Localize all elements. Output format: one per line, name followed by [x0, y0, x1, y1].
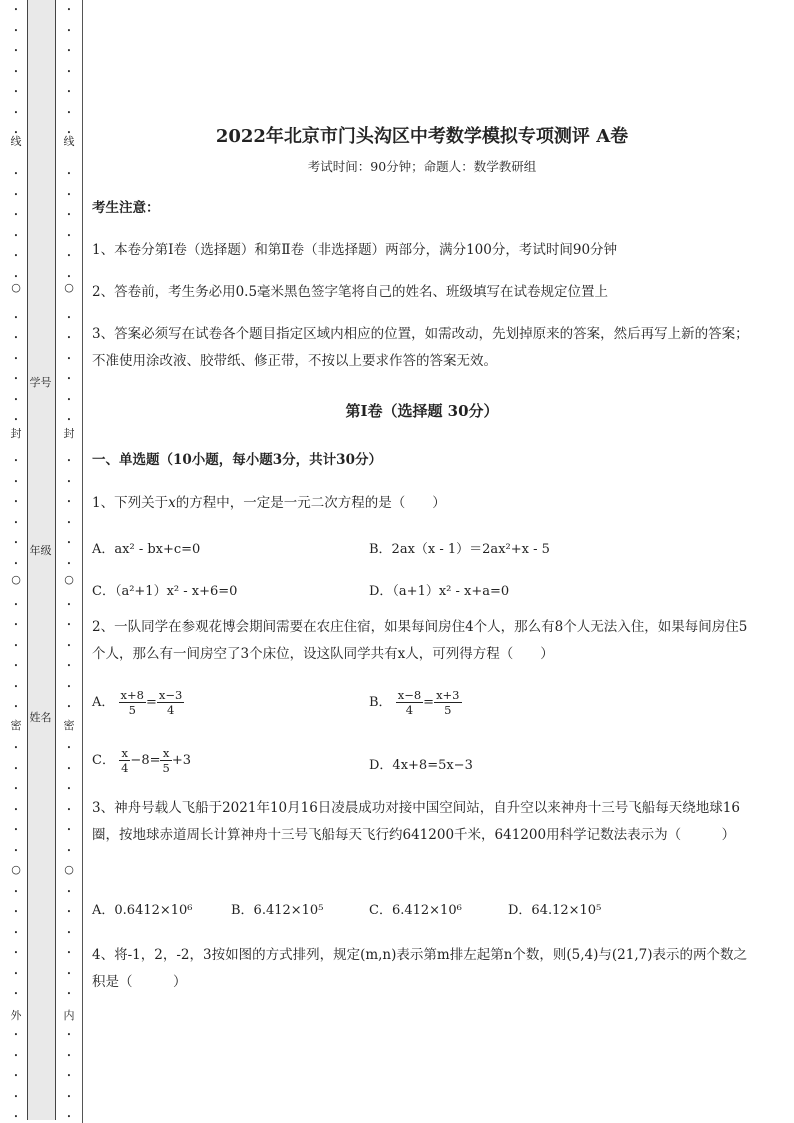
binding-dot: • [13, 334, 19, 342]
binding-dot: • [13, 600, 19, 609]
binding-info-strip [27, 0, 56, 1120]
binding-dot: • [13, 231, 19, 240]
binding-dot: • [13, 990, 19, 998]
binding-dot: • [66, 949, 72, 957]
binding-dot: • [13, 887, 19, 896]
section-title: 第I卷（选择题 30分） [345, 402, 499, 420]
binding-dot: • [66, 826, 72, 834]
field-name: 姓名 [29, 711, 52, 724]
binding-dot: • [13, 190, 19, 199]
binding-dot: • [13, 88, 19, 96]
binding-dot: • [13, 949, 19, 957]
binding-dot: • [13, 1031, 19, 1039]
binding-dot: • [66, 805, 72, 814]
binding-dot: • [13, 1113, 19, 1121]
binding-dot: • [66, 744, 72, 752]
binding-dot: • [66, 1051, 72, 1060]
binding-dot: • [66, 908, 72, 916]
binding-dot: • [66, 88, 72, 96]
binding-dot: • [66, 6, 72, 14]
binding-dot: • [66, 662, 72, 670]
binding-dot: • [66, 231, 72, 240]
binding-dot: • [66, 334, 72, 342]
binding-label: ○ [11, 281, 21, 294]
binding-dot: • [66, 457, 72, 465]
binding-dot: • [66, 47, 72, 55]
binding-dot: • [13, 477, 19, 486]
binding-dot: • [66, 375, 72, 383]
binding-dot: • [66, 969, 72, 978]
binding-dot: • [13, 539, 19, 547]
binding-dot: • [13, 416, 19, 424]
q3-option-a: A．0.6412×10⁶ [92, 903, 193, 918]
binding-dot: • [13, 928, 19, 937]
question-2-stem: 2、一队同学在参观花博会期间需要在农庄住宿，如果每间房住4个人，那么有8个人无法入住，如果每间房住5个人，那么有一间房空了3个床位，设这队同学共有x人，可列得方程（ ） [92, 619, 748, 662]
binding-dot: • [66, 1113, 72, 1121]
binding-dot: • [13, 764, 19, 773]
binding-dot: • [66, 67, 72, 76]
binding-label: 密 [63, 719, 75, 732]
binding-label: 内 [63, 1009, 75, 1022]
binding-label: 密 [10, 719, 22, 732]
notice-item-1: 1、本卷分第I卷（选择题）和第Ⅱ卷（非选择题）两部分，满分100分，考试时间90分钟 [92, 242, 618, 258]
binding-label: 外 [10, 1009, 22, 1022]
binding-dot: • [66, 600, 72, 609]
binding-dot: • [66, 190, 72, 199]
binding-dot: • [66, 1031, 72, 1039]
binding-dot: • [13, 1072, 19, 1080]
binding-label: 线 [10, 135, 22, 148]
binding-dot: • [13, 518, 19, 527]
binding-dot: • [13, 354, 19, 363]
binding-dot: • [66, 170, 72, 178]
binding-dot: • [66, 539, 72, 547]
binding-dot: • [66, 703, 72, 711]
binding-dot: • [66, 1072, 72, 1080]
field-student-id: 学号 [29, 376, 52, 389]
binding-dot: • [13, 969, 19, 978]
binding-dot: • [13, 1092, 19, 1101]
binding-dot: • [13, 6, 19, 14]
binding-dot: • [13, 846, 19, 855]
binding-dot: • [13, 826, 19, 834]
binding-dot: • [13, 559, 19, 568]
binding-dot: • [13, 170, 19, 178]
binding-label: ○ [64, 281, 74, 294]
notice-item-2: 2、答卷前，考生务必用0.5毫米黑色签字笔将自己的姓名、班级填写在试卷规定位置上 [92, 284, 609, 300]
exam-title: 2022年北京市门头沟区中考数学模拟专项测评 A卷 [215, 126, 629, 147]
binding-dot: • [66, 764, 72, 773]
binding-dot: • [13, 211, 19, 219]
binding-dot: • [13, 395, 19, 404]
binding-dot: • [66, 621, 72, 629]
binding-dot: • [66, 682, 72, 691]
part-title: 一、单选题（10小题，每小题3分，共计30分） [92, 452, 382, 468]
binding-dot: • [66, 26, 72, 35]
binding-dot: • [66, 846, 72, 855]
binding-dot: • [13, 129, 19, 137]
binding-dot: • [13, 26, 19, 35]
field-grade: 年级 [29, 544, 52, 557]
question-1-stem: 1、下列关于x的方程中，一定是一元二次方程的是（ ） [92, 495, 446, 511]
q2-option-a: A． $\frac{x+8}{5}$ = $\frac{x-3}{4}$ [92, 688, 183, 717]
binding-dot: • [13, 785, 19, 793]
binding-dot: • [66, 108, 72, 117]
binding-dot: • [66, 395, 72, 404]
binding-dot: • [66, 354, 72, 363]
binding-dot: • [13, 621, 19, 629]
q2-option-b: B． $\frac{x-8}{4}$ = $\frac{x+3}{5}$ [369, 688, 460, 717]
inner-dot-column [63, 0, 75, 1123]
q2-option-c: C． $\frac{x}{4}$ −8= $\frac{x}{5}$ +3 [92, 746, 191, 775]
binding-dot: • [66, 641, 72, 650]
binding-divider-line [82, 0, 83, 1123]
question-4-stem: 4、将-1，2，-2，3按如图的方式排列，规定(m,n)表示第m排左起第n个数，则(5,4)与(21,7)表示的两个数之积是（ ） [92, 947, 747, 990]
binding-dot: • [66, 1092, 72, 1101]
binding-dot: • [66, 928, 72, 937]
binding-dot: • [13, 805, 19, 814]
q3-option-d: D．64.12×10⁵ [508, 903, 602, 918]
binding-dot: • [13, 272, 19, 281]
binding-label: ○ [64, 863, 74, 876]
binding-dot: • [66, 211, 72, 219]
q2-option-d: D．4x+8=5x−3 [369, 758, 473, 773]
binding-label: 封 [10, 427, 22, 440]
q1-option-c: C．（a²+1）x² - x+6=0 [92, 584, 238, 599]
binding-dot: • [13, 313, 19, 322]
binding-dot: • [13, 375, 19, 383]
notice-item-3: 3、答案必须写在试卷各个题目指定区域内相应的位置，如需改动，先划掉原来的答案，然后再写上新的答案；不准使用涂改液、胶带纸、修正带，不按以上要求作答的答案无效。 [92, 326, 749, 369]
binding-dot: • [13, 252, 19, 260]
binding-dot: • [66, 272, 72, 281]
binding-dot: • [66, 887, 72, 896]
binding-dot: • [66, 990, 72, 998]
binding-dot: • [13, 457, 19, 465]
outer-dot-column [10, 0, 22, 1123]
q1-option-d: D．（a+1）x² - x+a=0 [369, 584, 510, 599]
binding-dot: • [13, 67, 19, 76]
q3-option-b: B．6.412×10⁵ [231, 903, 324, 918]
binding-label: 线 [63, 135, 75, 148]
binding-dot: • [13, 744, 19, 752]
q1-option-b: B．2ax（x - 1）＝2ax²+x - 5 [369, 542, 550, 557]
binding-dot: • [66, 313, 72, 322]
q3-option-c: C．6.412×10⁶ [369, 903, 462, 918]
binding-dot: • [13, 703, 19, 711]
exam-subtitle: 考试时间：90分钟；命题人：数学教研组 [307, 159, 537, 174]
binding-dot: • [13, 47, 19, 55]
binding-label: ○ [11, 863, 21, 876]
binding-dot: • [66, 416, 72, 424]
question-3-stem: 3、神舟号载人飞船于2021年10月16日凌晨成功对接中国空间站，自升空以来神舟十三号飞船每天绕地球16圈，按地球赤道周长计算神舟十三号飞船每天飞行约641200千米，641200用科学记数法表示为（ ） [92, 800, 740, 843]
binding-dot: • [13, 108, 19, 117]
binding-label: 封 [63, 427, 75, 440]
binding-dot: • [66, 559, 72, 568]
binding-dot: • [66, 129, 72, 137]
notice-heading: 考生注意： [92, 200, 160, 216]
binding-margin [0, 0, 82, 1123]
q1-option-a: A．ax² - bx+c=0 [92, 542, 201, 557]
binding-dot: • [13, 662, 19, 670]
binding-dot: • [13, 1051, 19, 1060]
binding-dot: • [13, 641, 19, 650]
binding-dot: • [13, 908, 19, 916]
binding-dot: • [13, 682, 19, 691]
binding-dot: • [66, 477, 72, 486]
binding-label: ○ [11, 573, 21, 586]
binding-dot: • [66, 498, 72, 506]
binding-label: ○ [64, 573, 74, 586]
binding-dot: • [66, 518, 72, 527]
binding-dot: • [66, 252, 72, 260]
binding-dot: • [66, 785, 72, 793]
binding-dot: • [13, 498, 19, 506]
